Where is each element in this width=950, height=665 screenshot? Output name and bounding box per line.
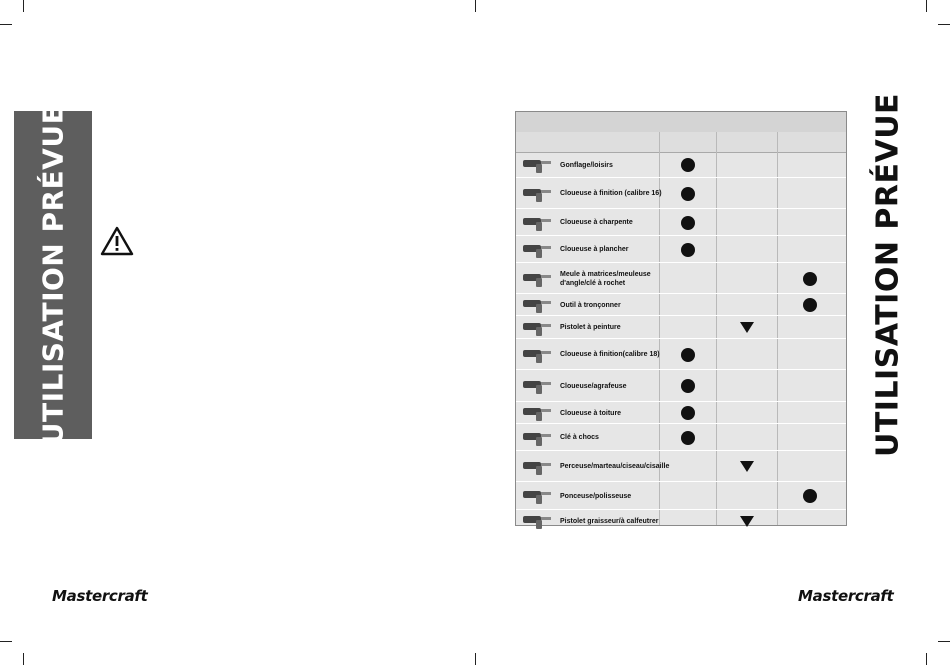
- tool-label: Clé à chocs: [560, 434, 599, 441]
- circle-marker-icon: [681, 406, 695, 420]
- triangle-marker-icon: [740, 461, 754, 472]
- crop-mark: [0, 641, 12, 642]
- circle-marker-icon: [803, 489, 817, 503]
- floor-nailer-icon: [520, 240, 554, 260]
- crop-mark: [926, 0, 927, 12]
- circle-marker-icon: [681, 187, 695, 201]
- tool-label: Cloueuse à toiture: [560, 409, 622, 417]
- circle-marker-icon: [681, 216, 695, 230]
- tool-label: Cloueuse/agrafeuse: [560, 382, 627, 390]
- cut-off-tool-icon: [520, 295, 554, 315]
- brand-logo: Mastercraft: [798, 587, 894, 605]
- circle-marker-icon: [803, 298, 817, 312]
- table-row: [516, 316, 846, 339]
- stapler-icon: [520, 376, 554, 396]
- table-row: [516, 209, 846, 236]
- table-row: [516, 370, 846, 402]
- roofing-nailer-icon: [520, 403, 554, 423]
- tool-label: Ponceuse/polisseuse: [560, 492, 632, 500]
- finish-nailer-icon: [520, 184, 554, 204]
- table-row: [516, 152, 846, 178]
- crop-mark: [23, 0, 24, 12]
- circle-marker-icon: [803, 272, 817, 286]
- crop-mark: [475, 0, 476, 12]
- tool-label: Perceuse/marteau/ciseau/cisaille: [560, 463, 670, 470]
- crop-mark: [938, 24, 950, 25]
- table-row: [516, 178, 846, 209]
- framing-nailer-icon: [520, 213, 554, 233]
- table-row: [516, 402, 846, 424]
- table-row: [516, 424, 846, 451]
- tool-label: Meule à matrices/meuleuse d'angle/clé à rochet: [560, 270, 651, 287]
- drill-icon: [520, 457, 554, 477]
- table-subheader: [516, 132, 846, 153]
- table-row: [516, 510, 846, 532]
- crop-mark: [475, 653, 476, 665]
- circle-marker-icon: [681, 431, 695, 445]
- circle-marker-icon: [681, 379, 695, 393]
- tool-label: Cloueuse à charpente: [560, 219, 633, 226]
- table-row: [516, 339, 846, 370]
- triangle-marker-icon: [740, 516, 754, 527]
- brad-nailer-icon: [520, 345, 554, 365]
- crop-mark: [0, 24, 12, 25]
- table-row: [516, 294, 846, 316]
- tool-label: Outil à tronçonner: [560, 301, 621, 309]
- circle-marker-icon: [681, 348, 695, 362]
- impact-wrench-icon: [520, 428, 554, 448]
- crop-mark: [926, 653, 927, 665]
- tool-label: Cloueuse à finition(calibre 18): [560, 351, 660, 358]
- caulking-gun-icon: [520, 511, 554, 531]
- tool-label: Gonflage/loisirs: [560, 161, 613, 169]
- inflator-icon: [520, 155, 554, 175]
- table-row: [516, 263, 846, 294]
- section-title-right: UTILISATION PRÉVUE: [870, 92, 906, 458]
- die-grinder-icon: [520, 269, 554, 289]
- brand-logo: Mastercraft: [52, 587, 148, 605]
- table-row: [516, 451, 846, 482]
- table-header: [516, 112, 846, 133]
- sander-icon: [520, 486, 554, 506]
- crop-mark: [23, 653, 24, 665]
- table-row: [516, 236, 846, 263]
- paint-gun-icon: [520, 318, 554, 338]
- tool-label: Pistolet à peinture: [560, 324, 621, 331]
- circle-marker-icon: [681, 158, 695, 172]
- circle-marker-icon: [681, 243, 695, 257]
- section-title-left: UTILISATION PRÉVUE: [36, 104, 70, 446]
- table-row: [516, 482, 846, 510]
- crop-mark: [938, 641, 950, 642]
- warning-triangle-icon: [100, 226, 134, 256]
- tool-label: Cloueuse à finition (calibre 16): [560, 190, 662, 197]
- triangle-marker-icon: [740, 322, 754, 333]
- tool-usage-table: [515, 111, 847, 526]
- tool-label: Cloueuse à plancher: [560, 246, 629, 253]
- tool-label: Pistolet graisseur/à calfeutrer: [560, 517, 659, 525]
